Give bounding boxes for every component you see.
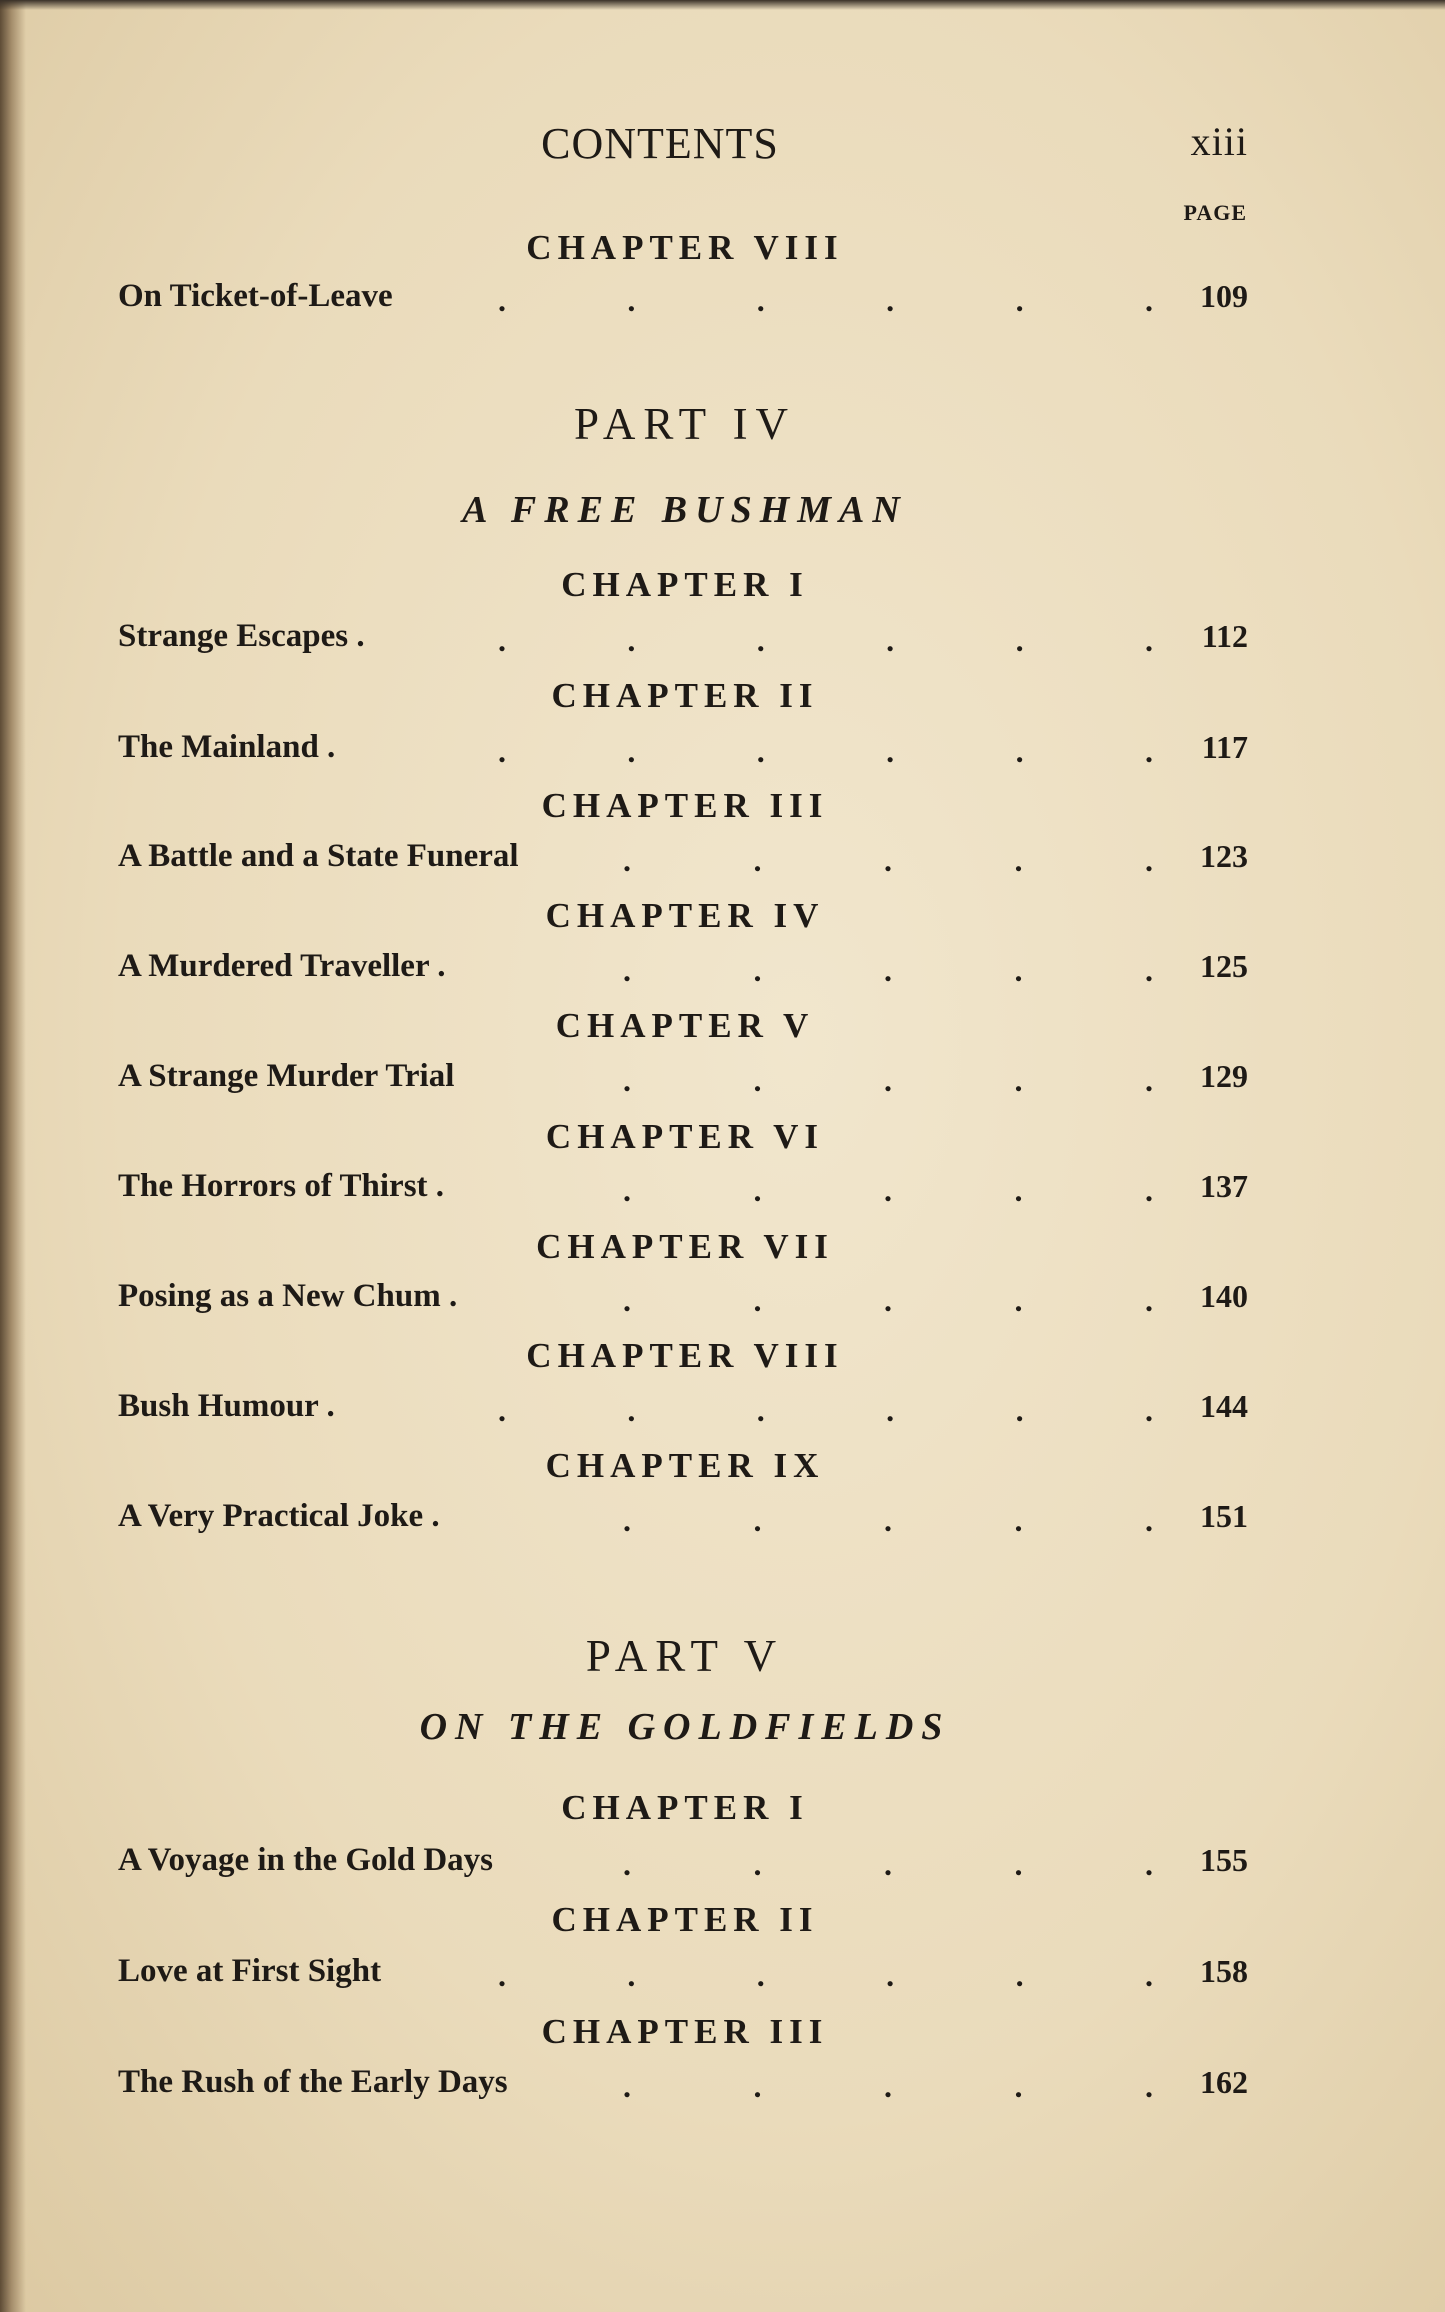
chapter-heading: CHAPTER VIII: [526, 228, 844, 267]
leader-dot: .: [884, 1846, 892, 1882]
leader-dot: .: [623, 1502, 631, 1538]
dot-leader: [623, 1062, 1153, 1098]
binding-shadow: [0, 0, 26, 2312]
leader-dot: .: [756, 1957, 765, 1993]
leader-dot: .: [753, 1172, 762, 1208]
leader-dot: .: [753, 952, 762, 988]
leader-dot: .: [498, 1957, 506, 1993]
leader-dot: .: [498, 1392, 506, 1428]
dot-leader: [623, 1282, 1153, 1318]
leader-dot: .: [886, 282, 895, 318]
leader-dot: .: [1015, 622, 1024, 658]
chapter-heading: CHAPTER III: [541, 2012, 829, 2051]
leader-dot: .: [1014, 1062, 1023, 1098]
entry-page-number: 151: [1200, 1498, 1248, 1534]
leader-dot: .: [498, 282, 506, 318]
leader-dot: .: [753, 1502, 762, 1538]
entry-title: The Mainland .: [118, 729, 336, 765]
dot-leader: [623, 1172, 1153, 1208]
running-head: CONTENTS: [541, 119, 779, 168]
entry-page-number: 123: [1200, 838, 1248, 874]
leader-dot: .: [623, 952, 631, 988]
leader-dot: .: [1015, 1392, 1024, 1428]
leader-dot: .: [753, 1282, 762, 1318]
entry-title: Bush Humour .: [118, 1388, 335, 1424]
dot-leader: [498, 282, 1153, 318]
leader-dot: .: [1144, 733, 1153, 769]
entry-page-number: 140: [1200, 1278, 1248, 1314]
leader-dot: .: [1145, 1282, 1153, 1318]
chapter-heading: CHAPTER VIII: [526, 1336, 844, 1375]
leader-dot: .: [886, 1392, 895, 1428]
entry-page-number: 158: [1200, 1953, 1248, 1989]
entry-page-number: 137: [1200, 1168, 1248, 1204]
dot-leader: [623, 952, 1153, 988]
toc-entry: [118, 729, 1248, 773]
leader-dot: .: [627, 1392, 636, 1428]
leader-dot: .: [1014, 1282, 1023, 1318]
chapter-heading: CHAPTER II: [551, 1900, 819, 1939]
toc-entry: [118, 2064, 1248, 2108]
dot-leader: [498, 733, 1153, 769]
leader-dot: .: [1015, 282, 1024, 318]
leader-dot: .: [623, 1846, 631, 1882]
toc-entry: [118, 618, 1248, 662]
entry-page-number: 125: [1200, 948, 1248, 984]
leader-dot: .: [1014, 842, 1023, 878]
entry-page-number: 162: [1200, 2064, 1248, 2100]
dot-leader: [623, 1846, 1153, 1882]
leader-dot: .: [1144, 282, 1153, 318]
leader-dot: .: [886, 1957, 895, 1993]
chapter-heading: CHAPTER II: [551, 676, 819, 715]
leader-dot: .: [1014, 1846, 1023, 1882]
toc-entry: [118, 1842, 1248, 1886]
entry-title: A Battle and a State Funeral: [118, 838, 519, 874]
leader-dot: .: [756, 1392, 765, 1428]
toc-entry: [118, 1953, 1248, 1997]
chapter-heading: CHAPTER VI: [545, 1117, 825, 1156]
entry-page-number: 155: [1200, 1842, 1248, 1878]
part-subtitle: ON THE GOLDFIELDS: [419, 1706, 951, 1748]
dot-leader: [498, 1392, 1153, 1428]
leader-dot: .: [627, 1957, 636, 1993]
dot-leader: [623, 842, 1153, 878]
leader-dot: .: [884, 1172, 892, 1208]
part-heading: PART IV: [573, 399, 797, 449]
leader-dot: .: [1145, 1062, 1153, 1098]
leader-dot: .: [1145, 952, 1153, 988]
leader-dot: .: [884, 842, 892, 878]
entry-page-number: 144: [1200, 1388, 1248, 1424]
leader-dot: .: [623, 1062, 631, 1098]
leader-dot: .: [627, 622, 636, 658]
leader-dot: .: [1144, 1957, 1153, 1993]
leader-dot: .: [884, 952, 892, 988]
entry-page-number: 109: [1200, 278, 1248, 314]
leader-dot: .: [623, 1172, 631, 1208]
entry-title: A Voyage in the Gold Days: [118, 1842, 493, 1878]
leader-dot: .: [884, 1282, 892, 1318]
leader-dot: .: [1145, 842, 1153, 878]
chapter-heading: CHAPTER III: [541, 786, 829, 825]
entry-title: Posing as a New Chum .: [118, 1278, 458, 1314]
entry-title: A Very Practical Joke .: [118, 1498, 440, 1534]
toc-entry: [118, 948, 1248, 992]
leader-dot: .: [1014, 952, 1023, 988]
page-column-label: PAGE: [1183, 200, 1247, 225]
entry-title: The Rush of the Early Days: [118, 2064, 508, 2100]
toc-entry: [118, 278, 1248, 322]
toc-entry: [118, 1058, 1248, 1102]
dot-leader: [498, 622, 1153, 658]
leader-dot: .: [1014, 1502, 1023, 1538]
entry-title: A Strange Murder Trial: [118, 1058, 455, 1094]
entry-title: A Murdered Traveller .: [118, 948, 446, 984]
leader-dot: .: [886, 733, 895, 769]
toc-entry: [118, 1168, 1248, 1212]
chapter-heading: CHAPTER V: [555, 1006, 815, 1045]
leader-dot: .: [756, 282, 765, 318]
part-subtitle: A FREE BUSHMAN: [462, 489, 908, 531]
toc-entry: [118, 1278, 1248, 1322]
leader-dot: .: [623, 842, 631, 878]
dot-leader: [498, 1957, 1153, 1993]
leader-dot: .: [753, 1846, 762, 1882]
entry-title: The Horrors of Thirst .: [118, 1168, 445, 1204]
entry-title: On Ticket-of-Leave: [118, 278, 393, 314]
entry-page-number: 112: [1201, 618, 1248, 654]
entry-page-number: 129: [1200, 1058, 1248, 1094]
leader-dot: .: [623, 1282, 631, 1318]
leader-dot: .: [498, 622, 506, 658]
part-heading: PART V: [585, 1631, 785, 1681]
leader-dot: .: [1015, 1957, 1024, 1993]
leader-dot: .: [886, 622, 895, 658]
page-top-edge: [0, 0, 1445, 10]
chapter-heading: CHAPTER I: [561, 565, 809, 604]
leader-dot: .: [627, 282, 636, 318]
leader-dot: .: [884, 2068, 892, 2104]
dot-leader: [623, 1502, 1153, 1538]
leader-dot: .: [753, 842, 762, 878]
chapter-heading: CHAPTER I: [561, 1788, 809, 1827]
leader-dot: .: [753, 2068, 762, 2104]
toc-entry: [118, 1498, 1248, 1542]
toc-entry: [118, 838, 1248, 882]
leader-dot: .: [884, 1502, 892, 1538]
chapter-heading: CHAPTER VII: [536, 1227, 834, 1266]
leader-dot: .: [1145, 1846, 1153, 1882]
leader-dot: .: [498, 733, 506, 769]
chapter-heading: CHAPTER IX: [545, 1446, 825, 1485]
leader-dot: .: [1144, 622, 1153, 658]
leader-dot: .: [756, 733, 765, 769]
leader-dot: .: [884, 1062, 892, 1098]
leader-dot: .: [1144, 1392, 1153, 1428]
leader-dot: .: [1145, 1172, 1153, 1208]
leader-dot: .: [1014, 2068, 1023, 2104]
entry-title: Strange Escapes .: [118, 618, 365, 654]
chapter-heading: CHAPTER IV: [545, 896, 825, 935]
entry-title: Love at First Sight: [118, 1953, 382, 1989]
entry-page-number: 117: [1201, 729, 1248, 765]
leader-dot: .: [1145, 1502, 1153, 1538]
folio: xiii: [1190, 119, 1248, 164]
dot-leader: [623, 2068, 1153, 2104]
leader-dot: .: [1015, 733, 1024, 769]
leader-dot: .: [623, 2068, 631, 2104]
leader-dot: .: [1145, 2068, 1153, 2104]
toc-entry: [118, 1388, 1248, 1432]
leader-dot: .: [1014, 1172, 1023, 1208]
leader-dot: .: [753, 1062, 762, 1098]
leader-dot: .: [627, 733, 636, 769]
leader-dot: .: [756, 622, 765, 658]
